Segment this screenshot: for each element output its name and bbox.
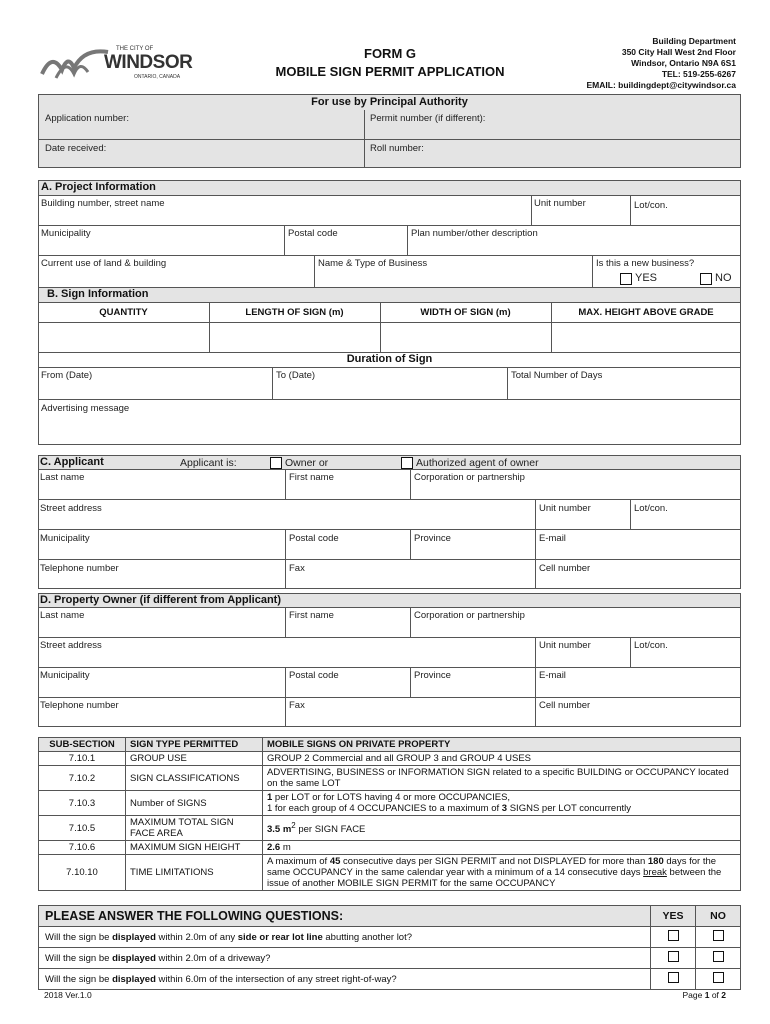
desc-text: consecutive days per SIGN PERMIT and not DISPLAYED for more than xyxy=(340,856,648,867)
table-row xyxy=(39,766,741,791)
owner-street-field[interactable]: Street address xyxy=(40,640,102,651)
page-total: 2 xyxy=(721,990,726,1000)
applicant-last-name-field[interactable]: Last name xyxy=(40,472,85,483)
q-text: abutting another lot? xyxy=(322,931,413,943)
owner-last-name-field[interactable]: Last name xyxy=(40,610,85,621)
height-input[interactable] xyxy=(553,324,739,350)
sign-type-cell: MAXIMUM TOTAL SIGN FACE AREA xyxy=(126,816,263,841)
applicant-postal-field[interactable]: Postal code xyxy=(289,533,339,544)
divider xyxy=(38,399,741,400)
agent-checkbox[interactable] xyxy=(401,457,413,469)
divider xyxy=(407,225,408,255)
divider xyxy=(630,195,631,225)
owner-telephone-field[interactable]: Telephone number xyxy=(40,700,119,711)
divider xyxy=(38,697,741,698)
department-address xyxy=(587,36,737,91)
page-number: 1 xyxy=(704,990,710,1000)
dept-line: Windsor, Ontario N9A 6S1 xyxy=(631,58,736,68)
divider xyxy=(38,302,741,303)
applicant-unit-field[interactable]: Unit number xyxy=(539,503,591,514)
table-row xyxy=(39,855,741,891)
no-label: NO xyxy=(715,272,732,284)
applicant-first-name-field[interactable]: First name xyxy=(289,472,334,483)
divider xyxy=(38,637,741,638)
questions-header-row xyxy=(39,906,741,927)
q2-no-cell xyxy=(696,948,741,969)
desc-text: SIGNS per LOT concurrently xyxy=(507,803,631,814)
desc-text: per LOT or for LOTS having 4 or more OCCUPANCIES, xyxy=(272,792,511,803)
dept-line: TEL: 519-255-6267 xyxy=(661,69,736,79)
owner-municipality-field[interactable]: Municipality xyxy=(40,670,90,681)
owner-section xyxy=(38,593,741,727)
divider xyxy=(38,195,741,196)
subsection-cell: 7.10.3 xyxy=(39,791,126,816)
sign-type-cell: SIGN CLASSIFICATIONS xyxy=(126,766,263,791)
question-text xyxy=(39,927,651,948)
applicant-is-label: Applicant is: xyxy=(180,457,237,469)
applicant-municipality-field[interactable]: Municipality xyxy=(40,533,90,544)
applicant-lot-field[interactable]: Lot/con. xyxy=(634,503,668,514)
sign-type-cell: MAXIMUM SIGN HEIGHT xyxy=(126,841,263,855)
question-row xyxy=(39,969,741,990)
building-street-field[interactable]: Building number, street name xyxy=(41,198,165,209)
owner-fax-field[interactable]: Fax xyxy=(289,700,305,711)
divider xyxy=(285,667,286,697)
q2-yes-cell xyxy=(651,948,696,969)
permit-number-field[interactable]: Permit number (if different): xyxy=(370,113,486,124)
subsection-cell: 7.10.6 xyxy=(39,841,126,855)
divider xyxy=(531,195,532,225)
q-emphasis: displayed xyxy=(112,952,156,964)
q1-yes-cell xyxy=(651,927,696,948)
description-cell xyxy=(263,791,741,816)
divider xyxy=(410,529,411,559)
length-input[interactable] xyxy=(211,324,378,350)
questions-table xyxy=(38,905,741,990)
emphasis: 1 xyxy=(267,792,273,803)
superscript: 2 xyxy=(291,821,296,831)
plan-number-field[interactable]: Plan number/other description xyxy=(411,228,538,239)
q-text: within 6.0m of the intersection of any street right-of-way? xyxy=(155,973,397,985)
duration-title: Duration of Sign xyxy=(346,353,433,365)
desc-text: days for the same OCCUPANCY in the same calendar year with a minimum of a 14 consecutive days xyxy=(267,856,717,878)
q-emphasis: displayed xyxy=(112,931,156,943)
divider xyxy=(38,225,741,226)
table-row xyxy=(39,752,741,766)
table-header-row xyxy=(39,738,741,752)
divider xyxy=(285,559,286,589)
q3-yes-cell xyxy=(651,969,696,990)
applicant-corporation-field[interactable]: Corporation or partnership xyxy=(414,472,525,483)
applicant-street-field[interactable]: Street address xyxy=(40,503,102,514)
q3-no-checkbox[interactable] xyxy=(713,972,724,983)
description-cell: ADVERTISING, BUSINESS or INFORMATION SIGN related to a specific BUILDING or OCCUPANCY located on the same LOT xyxy=(263,766,741,791)
q-text: within 2.0m of a driveway? xyxy=(155,952,271,964)
application-number-field[interactable]: Application number: xyxy=(45,113,129,124)
width-column-header: WIDTH OF SIGN (m) xyxy=(420,307,511,318)
owner-cell-field[interactable]: Cell number xyxy=(539,700,591,711)
logo-sub-text: ONTARIO, CANADA xyxy=(134,74,181,80)
owner-email-field[interactable]: E-mail xyxy=(539,670,566,681)
divider xyxy=(285,697,286,727)
current-use-field[interactable]: Current use of land & building xyxy=(41,258,167,269)
owner-corporation-field[interactable]: Corporation or partnership xyxy=(414,610,525,621)
owner-label: Owner or xyxy=(285,457,329,469)
divider xyxy=(38,367,741,368)
questions-title: PLEASE ANSWER THE FOLLOWING QUESTIONS: xyxy=(39,906,651,927)
owner-section-title: D. Property Owner (if different from Applicant) xyxy=(40,594,281,606)
divider xyxy=(38,559,741,560)
postal-code-field[interactable]: Postal code xyxy=(288,228,338,239)
emphasis: 2.6 xyxy=(267,842,281,853)
owner-lot-field[interactable]: Lot/con. xyxy=(634,640,668,651)
owner-postal-field[interactable]: Postal code xyxy=(289,670,339,681)
quantity-input[interactable] xyxy=(40,324,207,350)
form-id: FORM G xyxy=(364,46,416,61)
divider xyxy=(285,529,286,559)
table-row xyxy=(39,816,741,841)
question-text xyxy=(39,969,651,990)
owner-checkbox[interactable] xyxy=(270,457,282,469)
divider xyxy=(364,110,365,168)
divider xyxy=(38,667,741,668)
form-version: 2018 Ver.1.0 xyxy=(44,990,92,1000)
desc-text: m xyxy=(280,842,291,853)
yes-column-header: YES xyxy=(651,906,696,927)
divider xyxy=(38,255,741,256)
table-row xyxy=(39,841,741,855)
desc-text: per SIGN FACE xyxy=(295,824,366,836)
subsection-cell: 7.10.1 xyxy=(39,752,126,766)
q3-no-cell xyxy=(696,969,741,990)
section-bar xyxy=(39,456,740,469)
divider xyxy=(380,302,381,352)
divider xyxy=(284,225,285,255)
q1-no-checkbox[interactable] xyxy=(713,930,724,941)
divider xyxy=(551,302,552,352)
divider xyxy=(38,469,741,470)
advertising-message-field[interactable]: Advertising message xyxy=(41,403,130,414)
page-word: Page xyxy=(682,990,705,1000)
new-business-no-checkbox[interactable] xyxy=(700,273,712,285)
divider xyxy=(209,302,210,352)
applicant-email-field[interactable]: E-mail xyxy=(539,533,566,544)
owner-first-name-field[interactable]: First name xyxy=(289,610,334,621)
subsection-cell: 7.10.10 xyxy=(39,855,126,891)
unit-number-field[interactable]: Unit number xyxy=(534,198,586,209)
page-of: of xyxy=(709,990,722,1000)
question-row xyxy=(39,927,741,948)
no-column-header: NO xyxy=(696,906,741,927)
divider xyxy=(535,499,536,529)
owner-unit-field[interactable]: Unit number xyxy=(539,640,591,651)
underlined-text: break xyxy=(643,867,667,878)
divider xyxy=(507,367,508,399)
q-emphasis: side or rear lot line xyxy=(237,931,323,943)
desc-text: between the issue of another MOBILE SIGN PERMIT for the same OCCUPANCY xyxy=(267,867,722,889)
divider xyxy=(38,499,741,500)
table-header-cell: MOBILE SIGNS ON PRIVATE PROPERTY xyxy=(263,738,741,752)
agent-label: Authorized agent of owner xyxy=(416,457,539,469)
new-business-yes-checkbox[interactable] xyxy=(620,273,632,285)
sign-type-cell: GROUP USE xyxy=(126,752,263,766)
emphasis: 3 xyxy=(501,803,508,814)
logo-main-text: WINDSOR xyxy=(104,52,193,73)
divider xyxy=(285,469,286,499)
applicant-fax-field[interactable]: Fax xyxy=(289,563,305,574)
form-title: MOBILE SIGN PERMIT APPLICATION xyxy=(275,64,505,79)
city-of-windsor-logo xyxy=(38,44,206,84)
applicant-province-field[interactable]: Province xyxy=(414,533,451,544)
width-input[interactable] xyxy=(382,324,549,350)
divider xyxy=(38,322,741,323)
divider xyxy=(535,637,536,667)
divider xyxy=(410,667,411,697)
logo-small-text: THE CITY OF xyxy=(116,46,154,52)
dept-line: EMAIL: buildingdept@citywindsor.ca xyxy=(586,80,736,90)
question-row xyxy=(39,948,741,969)
applicant-telephone-field[interactable]: Telephone number xyxy=(40,563,119,574)
divider xyxy=(314,255,315,287)
authority-title: For use by Principal Authority xyxy=(311,96,468,108)
divider xyxy=(630,637,631,667)
applicant-section-title: C. Applicant xyxy=(40,456,104,468)
q2-no-checkbox[interactable] xyxy=(713,951,724,962)
applicant-cell-field[interactable]: Cell number xyxy=(539,563,591,574)
divider xyxy=(272,367,273,399)
table-row xyxy=(39,791,741,816)
business-name-type-field[interactable]: Name & Type of Business xyxy=(318,258,428,269)
municipality-field[interactable]: Municipality xyxy=(41,228,91,239)
question-text xyxy=(39,948,651,969)
description-cell xyxy=(263,855,741,891)
page-indicator xyxy=(683,990,727,1000)
divider xyxy=(38,529,741,530)
new-business-question: Is this a new business? xyxy=(596,258,695,269)
q1-yes-checkbox[interactable] xyxy=(668,930,679,941)
divider xyxy=(38,139,741,140)
to-date-field[interactable]: To (Date) xyxy=(276,370,316,381)
emphasis: 180 xyxy=(647,856,664,867)
lot-con-field[interactable]: Lot/con. xyxy=(634,200,668,211)
table-header-cell: SIGN TYPE PERMITTED xyxy=(126,738,263,752)
owner-province-field[interactable]: Province xyxy=(414,670,451,681)
subsection-cell: 7.10.2 xyxy=(39,766,126,791)
date-received-field[interactable]: Date received: xyxy=(45,143,107,154)
divider xyxy=(38,607,741,608)
roll-number-field[interactable]: Roll number: xyxy=(370,143,424,154)
q-emphasis: displayed xyxy=(112,973,156,985)
subsection-cell: 7.10.5 xyxy=(39,816,126,841)
desc-text: A maximum of xyxy=(267,856,330,867)
sign-rules-table xyxy=(38,737,741,891)
divider xyxy=(630,499,631,529)
total-days-field[interactable]: Total Number of Days xyxy=(511,370,603,381)
divider xyxy=(410,469,411,499)
q-text: Will the sign be xyxy=(45,952,113,964)
q-text: within 2.0m of any xyxy=(155,931,238,943)
emphasis: 3.5 m xyxy=(267,824,292,836)
q-text: Will the sign be xyxy=(45,931,113,943)
description-cell: GROUP 2 Commercial and all GROUP 3 and GROUP 4 USES xyxy=(263,752,741,766)
yes-label: YES xyxy=(635,272,658,284)
divider xyxy=(285,607,286,637)
sign-type-cell: TIME LIMITATIONS xyxy=(126,855,263,891)
quantity-column-header: QUANTITY xyxy=(99,307,148,318)
from-date-field[interactable]: From (Date) xyxy=(41,370,93,381)
sign-type-cell: Number of SIGNS xyxy=(126,791,263,816)
description-cell xyxy=(263,816,741,841)
divider xyxy=(592,255,593,287)
height-column-header: MAX. HEIGHT ABOVE GRADE xyxy=(578,307,714,318)
table-header-cell: SUB-SECTION xyxy=(39,738,126,752)
dept-line: 350 City Hall West 2nd Floor xyxy=(621,47,736,57)
desc-text: 1 for each group of 4 OCCUPANCIES to a maximum of xyxy=(267,803,502,814)
q1-no-cell xyxy=(696,927,741,948)
divider xyxy=(410,607,411,637)
sign-section-title: B. Sign Information xyxy=(47,288,149,300)
project-section-title: A. Project Information xyxy=(41,181,156,193)
dept-line: Building Department xyxy=(652,36,736,46)
emphasis: 45 xyxy=(329,856,341,867)
q2-yes-checkbox[interactable] xyxy=(668,951,679,962)
description-cell xyxy=(263,841,741,855)
length-column-header: LENGTH OF SIGN (m) xyxy=(245,307,344,318)
q-text: Will the sign be xyxy=(45,973,113,985)
applicant-section xyxy=(38,455,741,589)
q3-yes-checkbox[interactable] xyxy=(668,972,679,983)
